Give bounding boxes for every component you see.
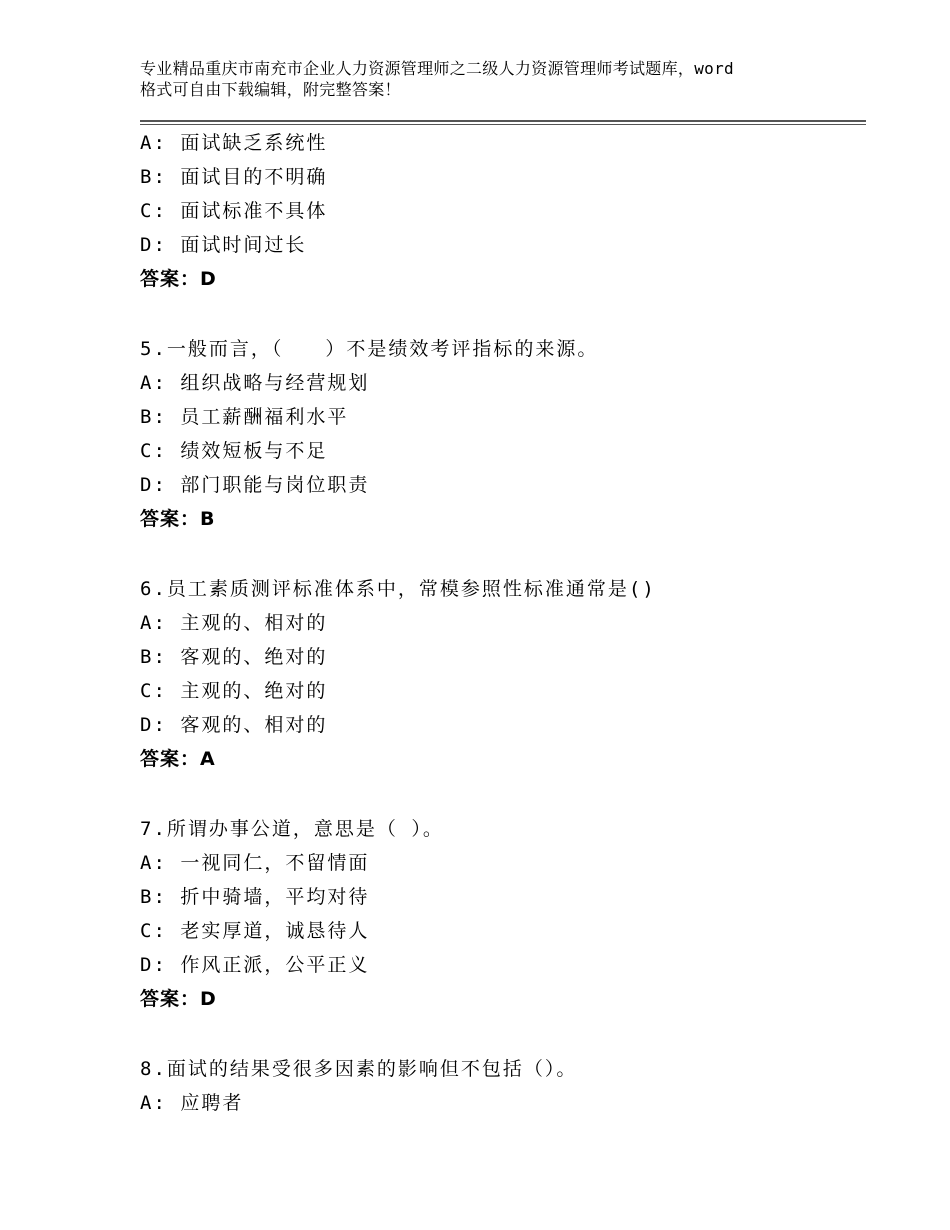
- question-text: 8.面试的结果受很多因素的影响但不包括（）。: [140, 1058, 578, 1080]
- question-block-4: [140, 126, 860, 296]
- question-text: 6.员工素质测评标准体系中，常模参照性标准通常是(): [140, 578, 656, 600]
- spacer: [140, 536, 860, 572]
- answer-line: 答案：B: [140, 508, 216, 530]
- spacer: [140, 296, 860, 332]
- option-b: B: 折中骑墙，平均对待: [140, 886, 370, 908]
- option-b: B: 员工薪酬福利水平: [140, 406, 349, 428]
- header-divider-thick: [140, 120, 866, 122]
- option-a: A: 一视同仁，不留情面: [140, 852, 370, 874]
- question-block-6: [140, 572, 860, 776]
- question-block-5: [140, 332, 860, 536]
- option-d: D: 面试时间过长: [140, 234, 307, 256]
- option-a: A: 应聘者: [140, 1092, 244, 1114]
- question-list: [140, 126, 860, 1120]
- option-c: C: 老实厚道，诚恳待人: [140, 920, 370, 942]
- answer-line: 答案：A: [140, 748, 216, 770]
- option-c: C: 绩效短板与不足: [140, 440, 328, 462]
- question-block-8: [140, 1052, 860, 1120]
- question-text: 5.一般而言，（ ）不是绩效考评指标的来源。: [140, 338, 599, 360]
- header-divider-thin: [140, 124, 866, 125]
- option-d: D: 部门职能与岗位职责: [140, 474, 370, 496]
- option-a: A: 主观的、相对的: [140, 612, 328, 634]
- question-text: 7.所谓办事公道，意思是（ ）。: [140, 818, 444, 840]
- option-d: D: 客观的、相对的: [140, 714, 328, 736]
- answer-line: 答案：D: [140, 268, 217, 290]
- option-a: A: 组织战略与经营规划: [140, 372, 370, 394]
- option-b: B: 面试目的不明确: [140, 166, 328, 188]
- option-c: C: 主观的、绝对的: [140, 680, 328, 702]
- option-b: B: 客观的、绝对的: [140, 646, 328, 668]
- spacer: [140, 1016, 860, 1052]
- option-a: A: 面试缺乏系统性: [140, 132, 328, 154]
- document-header: [140, 58, 840, 100]
- spacer: [140, 776, 860, 812]
- header-line-1: 专业精品重庆市南充市企业人力资源管理师之二级人力资源管理师考试题库，word: [140, 59, 734, 78]
- option-d: D: 作风正派，公平正义: [140, 954, 370, 976]
- question-block-7: [140, 812, 860, 1016]
- option-c: C: 面试标准不具体: [140, 200, 328, 222]
- header-line-2: 格式可自由下载编辑，附完整答案！: [140, 80, 401, 99]
- answer-line: 答案：D: [140, 988, 217, 1010]
